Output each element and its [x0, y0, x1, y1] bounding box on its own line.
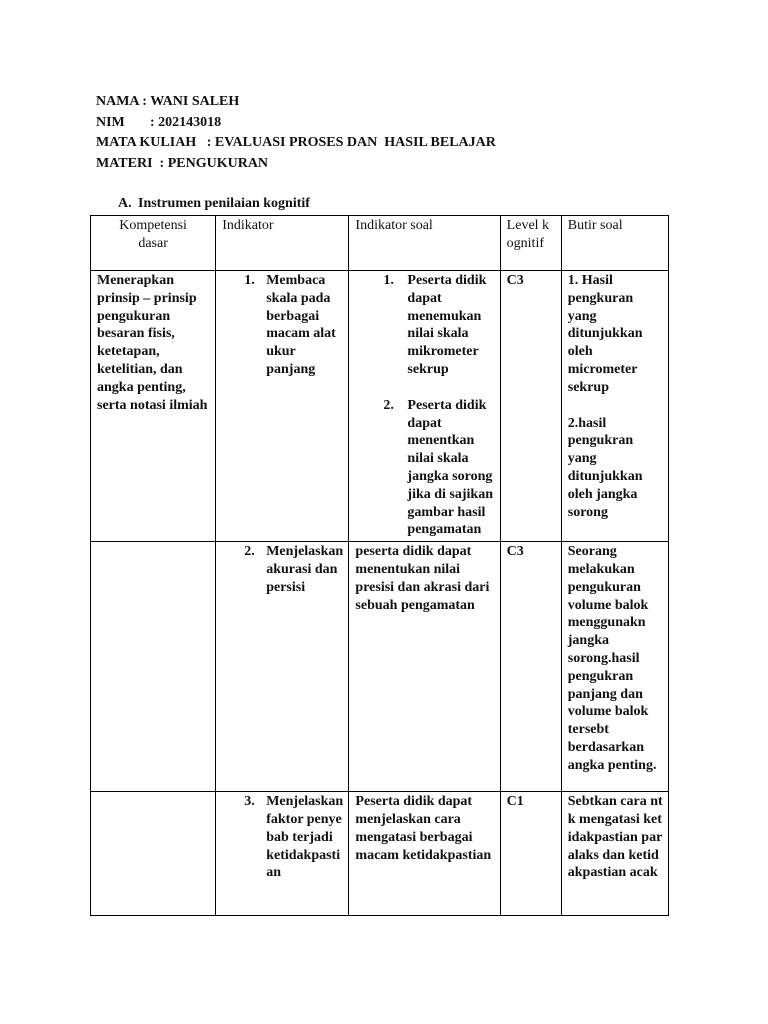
- table-header-row: [91, 216, 669, 271]
- soal-number: 1.: [383, 273, 394, 288]
- section-title-text: Instrumen penilaian kognitif: [138, 196, 310, 211]
- mata-kuliah-label: MATA KULIAH: [96, 135, 197, 151]
- kompetensi-cell: [91, 542, 216, 792]
- level-cell: C3: [500, 271, 561, 542]
- indikator-number: 2.: [244, 544, 255, 560]
- table-row: [91, 792, 669, 916]
- indikator-soal-cell: [349, 271, 500, 542]
- butir-cell: Seorang melakukan pengukuran volume balok menggunakn jangka sorong.hasil pengukran panjang dan volume balok tersebt berdasarkan angka penting.: [561, 542, 668, 792]
- materi-label: MATERI: [96, 155, 153, 171]
- indikator-cell: [216, 271, 349, 542]
- student-info: [96, 92, 496, 174]
- kompetensi-cell: Menerapkan prinsip – prinsip pengukuran besaran fisis, ketetapan, ketelitian, dan angka penting, serta notasi ilmiah: [91, 271, 216, 542]
- mata-kuliah-value: EVALUASI PROSES DAN HASIL BELAJAR: [214, 135, 496, 151]
- materi-row: MATERI : PENGUKURAN: [96, 155, 269, 171]
- header-indikator-soal: Indikator soal: [349, 216, 500, 271]
- table-row: [91, 542, 669, 792]
- indikator-cell: [216, 542, 349, 792]
- indikator-soal-cell: Peserta didik dapat menjelaskan cara mengatasi berbagai macam ketidakpastian: [349, 792, 500, 916]
- header-indikator: Indikator: [216, 216, 349, 271]
- indikator-number: 3.: [244, 794, 255, 810]
- section-letter: A.: [118, 196, 132, 211]
- butir-item: 1. Hasil pengkuran yang ditunjukkan oleh micrometer sekrup: [567, 273, 643, 395]
- indikator-text: Menjelaskan akurasi dan persisi: [266, 544, 344, 595]
- section-heading: [118, 196, 310, 212]
- nama-label: NAMA: [96, 94, 139, 109]
- indikator-text: Menjelaskan faktor penyebab terjadi ketidakpastian: [266, 794, 344, 881]
- level-cell: C1: [500, 792, 561, 916]
- indikator-text: Membaca skala pada berbagai macam alat ukur panjang: [266, 273, 336, 377]
- nim-label: NIM: [96, 114, 125, 130]
- nama-row: NAMA : WANI SALEH: [96, 94, 240, 109]
- kognitif-table: [90, 215, 669, 916]
- mata-kuliah-row: MATA KULIAH : EVALUASI PROSES DAN HASIL BELAJAR: [96, 135, 496, 151]
- header-level: Level kognitif: [500, 216, 561, 271]
- butir-cell: [561, 271, 668, 542]
- nim-value: 202143018: [158, 114, 222, 130]
- soal-number: 2.: [383, 397, 394, 413]
- nama-value: WANI SALEH: [150, 94, 240, 109]
- header-kompetensi: Kompetensi dasar: [91, 216, 216, 271]
- indikator-cell: [216, 792, 349, 916]
- butir-cell: Sebtkan cara ntk mengatasi ketidakpastian paralaks dan ketidakpastian acak: [561, 792, 668, 916]
- nim-row: NIM : 202143018: [96, 113, 496, 134]
- kompetensi-cell: [91, 792, 216, 916]
- header-butir: Butir soal: [561, 216, 668, 271]
- materi-value: PENGUKURAN: [167, 155, 269, 171]
- table-row: [91, 271, 669, 542]
- soal-text: Peserta didik dapat menemukan nilai skala mikrometer sekrup: [407, 273, 487, 377]
- soal-text: Peserta didik dapat menentkan nilai skala jangka sorong jika di sajikan gambar hasil pengamatan: [407, 397, 494, 538]
- level-cell: C3: [500, 542, 561, 792]
- indikator-soal-cell: peserta didik dapat menentukan nilai presisi dan akrasi dari sebuah pengamatan: [349, 542, 500, 792]
- butir-item: 2.hasil pengukran yang ditunjukkan oleh jangka sorong: [567, 415, 643, 520]
- indikator-number: 1.: [244, 273, 255, 288]
